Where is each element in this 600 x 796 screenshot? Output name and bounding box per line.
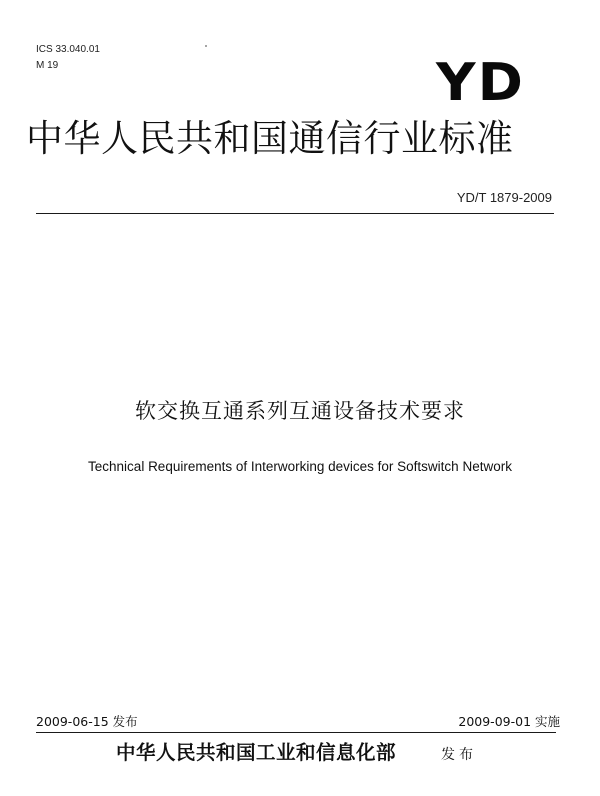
bottom-divider <box>36 732 556 733</box>
issue-date: 2009-06-15 发布 <box>36 714 138 729</box>
ccs-code: M 19 <box>36 60 59 71</box>
top-divider <box>36 213 554 214</box>
publisher-name: 中华人民共和国工业和信息化部 <box>116 741 397 764</box>
document-title-cn: 软交换互通系列互通设备技术要求 <box>135 399 465 423</box>
standard-category-title: 中华人民共和国通信行业标准 <box>26 117 514 160</box>
yd-logo: YD <box>436 53 526 113</box>
scan-speck <box>205 45 207 47</box>
ics-code: ICS 33.040.01 <box>36 44 100 55</box>
publish-label: 发布 <box>441 747 477 763</box>
implementation-date: 2009-09-01 实施 <box>458 714 560 729</box>
standard-number: YD/T 1879-2009 <box>456 190 552 205</box>
document-title-en: Technical Requirements of Interworking devices for Softswitch Network <box>88 459 512 474</box>
